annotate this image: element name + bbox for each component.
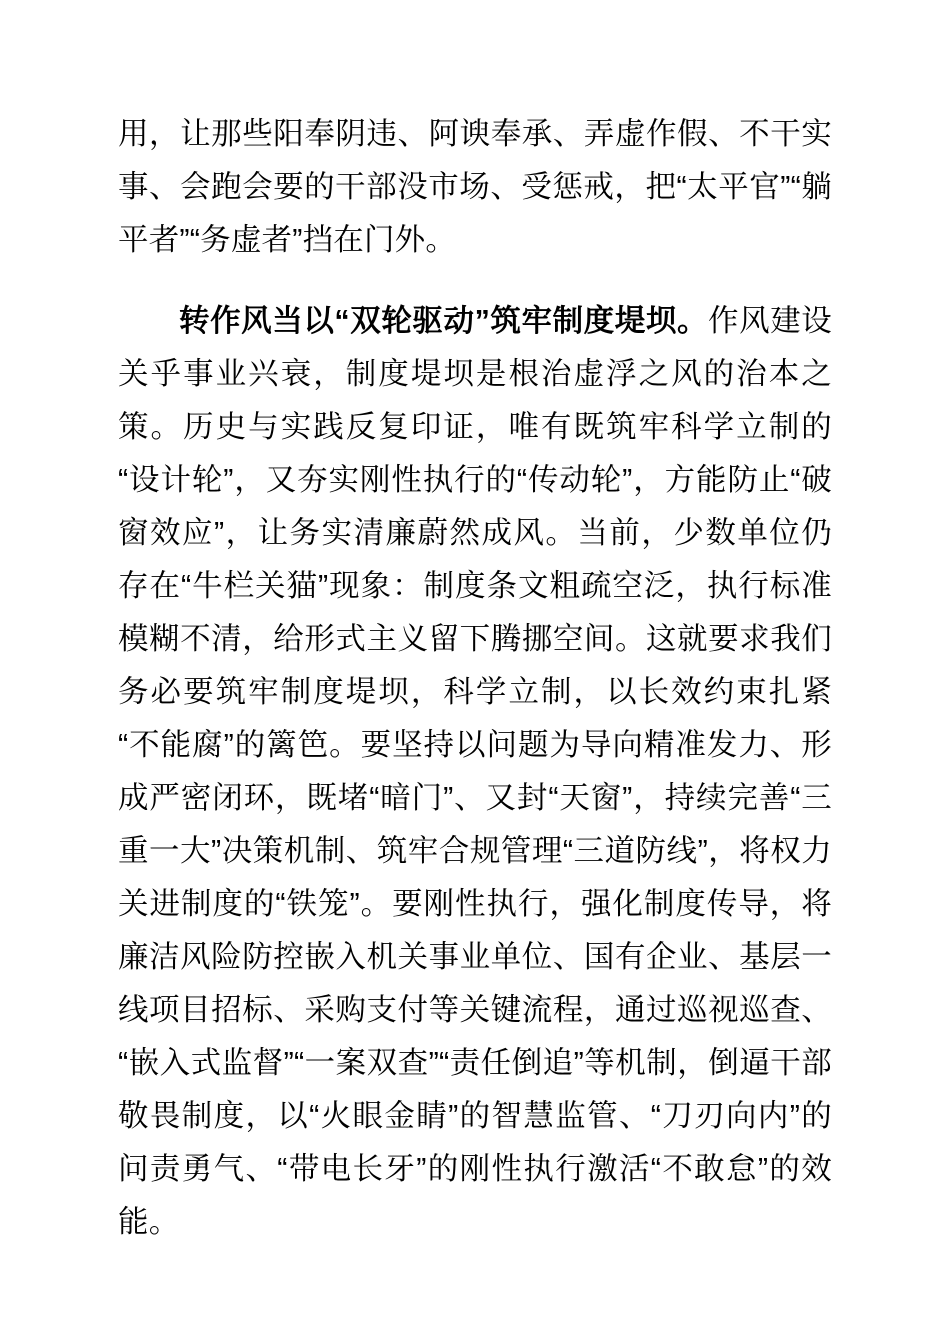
paragraph-section-work-style [118, 295, 832, 1249]
page-bottom-spacer [118, 1249, 832, 1289]
paragraph-text: 用，让那些阳奉阴违、阿谀奉承、弄虚作假、不干实事、会跑会要的干部没市场、受惩戒，把“太平官”“躺平者”“务虚者”挡在门外。 [118, 117, 832, 257]
paragraph-continuation [118, 108, 832, 267]
paragraph-text: 作风建设关乎事业兴衰，制度堤坝是根治虚浮之风的治本之策。历史与实践反复印证，唯有既筑牢科学立制的“设计轮”，又夯实刚性执行的“传动轮”，方能防止“破窗效应”，让务实清廉蔚然成风。当前，少数单位仍存在“牛栏关猫”现象：制度条文粗疏空泛，执行标准模糊不清，给形式主义留下腾挪空间。这就要求我们务必要筑牢制度堤坝，科学立制，以长效约束扎紧“不能腐”的篱笆。要坚持以问题为导向精准发力、形成严密闭环，既堵“暗门”、又封“天窗”，持续完善“三重一大”决策机制、筑牢合规管理“三道防线”，将权力关进制度的“铁笼”。要刚性执行，强化制度传导，将廉洁风险防控嵌入机关事业单位、国有企业、基层一线项目招标、采购支付等关键流程，通过巡视巡查、“嵌入式监督”“一案双查”“责任倒追”等机制，倒逼干部敬畏制度，以“火眼金睛”的智慧监管、“刀刃向内”的问责勇气、“带电长牙”的刚性执行激活“不敢怠”的效能。 [118, 304, 832, 1239]
paragraph-lead-heading: 转作风当以“双轮驱动”筑牢制度堤坝。 [179, 304, 709, 338]
document-body [118, 108, 832, 1289]
